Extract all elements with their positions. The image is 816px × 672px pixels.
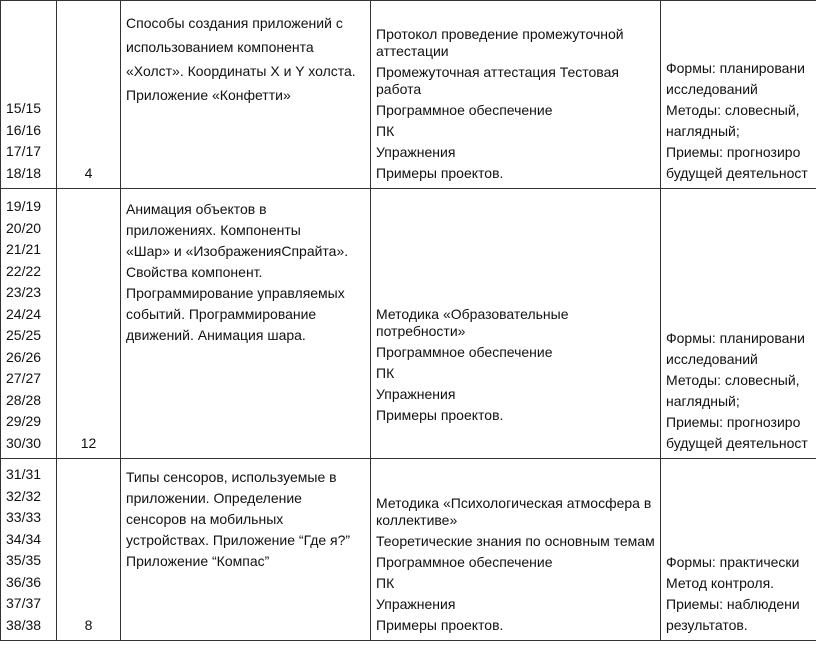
topic-cell-line: использованием компонента: [126, 39, 314, 55]
lesson-numbers-cell-line: 30/30: [6, 434, 42, 451]
hours-cell-value: 4: [84, 165, 93, 181]
hours-cell: [57, 459, 121, 641]
methods-cell-line: Формы: планировани: [666, 330, 805, 346]
table-row: [1, 189, 816, 459]
lesson-numbers-cell-line: 38/38: [6, 616, 42, 633]
lesson-numbers-cell: [1, 1, 57, 189]
materials-cell-line: Теоретические знания по основным темам: [376, 533, 655, 549]
materials-cell-line: Программное обеспечение: [376, 344, 553, 360]
lesson-numbers-cell-line: 32/32: [6, 487, 42, 504]
methods-cell-line: исследований: [666, 351, 758, 367]
lesson-numbers-cell-line: 25/25: [6, 327, 42, 343]
lesson-numbers-cell-line: 31/31: [6, 466, 42, 482]
hours-cell-value: 12: [80, 435, 97, 451]
topic-cell-line: Приложение «Конфетти»: [126, 87, 291, 103]
materials-cell-line: Программное обеспечение: [376, 554, 553, 570]
materials-cell-line: ПК: [376, 575, 395, 591]
lesson-numbers-cell-line: 18/18: [6, 164, 42, 181]
materials-cell-line: Протокол проведение промежуточной аттестации: [376, 26, 624, 59]
lesson-numbers-cell-line: 27/27: [6, 370, 42, 386]
methods-cell-line: результатов.: [666, 617, 748, 633]
materials-cell-line: Упражнения: [376, 386, 456, 402]
methods-cell: [661, 1, 816, 189]
materials-cell: [371, 189, 661, 459]
lesson-numbers-cell-line: 37/37: [6, 595, 42, 611]
methods-cell-line: Методы: словесный,: [666, 372, 800, 388]
lesson-numbers-cell-line: 21/21: [6, 241, 42, 257]
lesson-numbers-cell-line: 23/23: [6, 284, 42, 300]
methods-cell-line: Приемы: прогнозиро: [666, 414, 801, 430]
lesson-numbers-cell-line: 19/19: [6, 198, 42, 214]
materials-cell-line: Упражнения: [376, 144, 456, 160]
lesson-numbers-cell-line: 24/24: [6, 305, 42, 322]
topic-cell-line: устройствах. Приложение “Где я?”: [126, 532, 351, 548]
materials-cell-line: Программное обеспечение: [376, 102, 553, 118]
lesson-numbers-cell: [1, 459, 57, 641]
materials-cell-line: Промежуточная аттестация Тестовая работа: [376, 64, 619, 97]
topic-cell: [121, 459, 371, 641]
lesson-numbers-cell-line: 15/15: [6, 100, 42, 116]
methods-cell-line: Формы: планировани: [666, 60, 805, 76]
topic-cell-line: движений. Анимация шара.: [126, 327, 306, 343]
materials-cell-line: Методика «Психологическая атмосфера в коллективе»: [376, 495, 652, 528]
methods-cell: [661, 189, 816, 459]
materials-cell-line: Примеры проектов.: [376, 165, 504, 181]
topic-cell-line: Способы создания приложений с: [126, 15, 343, 31]
methods-cell-line: будущей деятельност: [666, 165, 808, 181]
lesson-numbers-cell-line: 16/16: [6, 121, 42, 138]
topic-cell-line: Анимация объектов в: [126, 201, 267, 217]
topic-cell-line: Свойства компонент.: [126, 264, 263, 280]
topic-cell-line: приложении. Определение: [126, 490, 302, 506]
table-row: [1, 459, 816, 641]
methods-cell-line: Метод контроля.: [666, 575, 775, 591]
materials-cell-line: ПК: [376, 365, 395, 381]
topic-cell: [121, 1, 371, 189]
topic-cell-line: Программирование управляемых: [126, 285, 345, 301]
hours-cell: [57, 1, 121, 189]
table-row: [1, 1, 816, 189]
methods-cell-line: Приемы: наблюдени: [666, 596, 800, 612]
lesson-numbers-cell-line: 33/33: [6, 509, 42, 525]
lesson-numbers-cell-line: 20/20: [6, 219, 42, 236]
methods-cell-line: будущей деятельност: [666, 435, 808, 451]
lesson-numbers-cell-line: 28/28: [6, 391, 42, 408]
methods-cell-line: наглядный;: [666, 393, 740, 409]
materials-cell: [371, 459, 661, 641]
lesson-numbers-cell-line: 34/34: [6, 530, 42, 547]
materials-cell: [371, 1, 661, 189]
methods-cell-line: Методы: словесный,: [666, 102, 800, 118]
materials-cell-line: Примеры проектов.: [376, 617, 504, 633]
topic-cell-line: событий. Программирование: [126, 306, 317, 322]
lesson-numbers-cell-line: 17/17: [6, 143, 42, 159]
topic-cell-line: сенсоров на мобильных: [126, 511, 284, 527]
topic-cell-line: Приложение “Компас”: [126, 553, 270, 569]
topic-cell: [121, 189, 371, 459]
methods-cell-line: Формы: практически: [666, 554, 800, 570]
topic-cell-line: «Шар» и «ИзображенияСпрайта».: [126, 243, 349, 259]
topic-cell-line: Типы сенсоров, используемые в: [126, 469, 337, 485]
materials-cell-line: Упражнения: [376, 596, 456, 612]
lesson-numbers-cell-line: 35/35: [6, 552, 42, 568]
lesson-numbers-cell-line: 36/36: [6, 573, 42, 590]
hours-cell: [57, 189, 121, 459]
methods-cell-line: Приемы: прогнозиро: [666, 144, 801, 160]
lesson-numbers-cell-line: 29/29: [6, 413, 42, 429]
lesson-numbers-cell-line: 26/26: [6, 348, 42, 365]
methods-cell-line: наглядный;: [666, 123, 740, 139]
materials-cell-line: ПК: [376, 123, 395, 139]
materials-cell-line: Примеры проектов.: [376, 407, 504, 423]
hours-cell-value: 8: [84, 617, 93, 633]
lesson-numbers-cell: [1, 189, 57, 459]
methods-cell-line: исследований: [666, 81, 758, 97]
topic-cell-line: «Холст». Координаты X и Y холста.: [126, 63, 356, 79]
lesson-numbers-cell-line: 22/22: [6, 262, 42, 279]
methods-cell: [661, 459, 816, 641]
topic-cell-line: приложениях. Компоненты: [126, 222, 301, 238]
materials-cell-line: Методика «Образовательные потребности»: [376, 306, 569, 339]
